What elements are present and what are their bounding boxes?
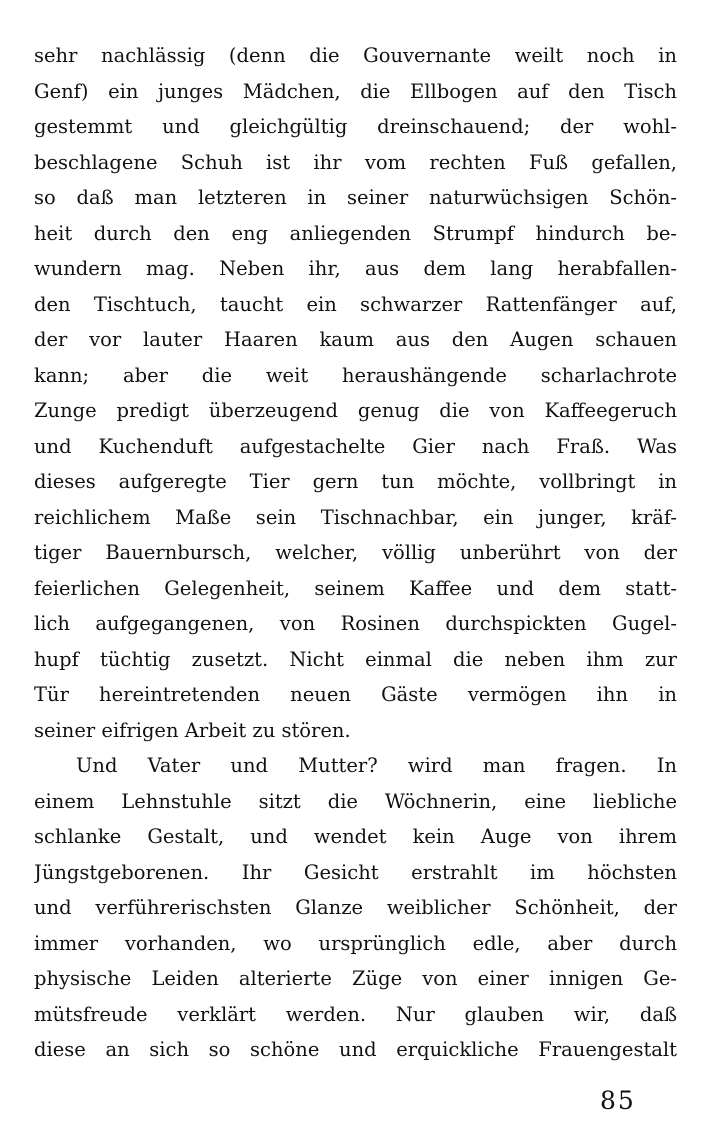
text-line: diese an sich so schöne und erquickliche Frauengestalt	[34, 1038, 677, 1061]
text-line: wundern mag. Neben ihr, aus dem lang herabfallen-	[34, 257, 677, 280]
text-line: physische Leiden alterierte Züge von einer innigen Ge-	[34, 967, 677, 990]
text-line: und Kuchenduft aufgestachelte Gier nach Fraß. Was	[34, 434, 677, 458]
text-line: Und Vater und Mutter? wird man fragen. In	[76, 754, 677, 777]
text-line: Tür hereintretenden neuen Gäste vermögen ihn in	[34, 683, 677, 706]
text-line: schlanke Gestalt, und wendet kein Auge von ihrem	[34, 825, 677, 848]
text-line: heit durch den eng anliegenden Strumpf hindurch be-	[34, 221, 677, 245]
text-line: beschlagene Schuh ist ihr vom rechten Fuß gefallen,	[34, 150, 677, 174]
text-line: hupf tüchtig zusetzt. Nicht einmal die neben ihm zur	[34, 647, 677, 671]
page-number: 85	[600, 1086, 636, 1115]
text-line: Genf) ein junges Mädchen, die Ellbogen auf den Tisch	[34, 79, 677, 103]
text-line: sehr nachlässig (denn die Gouvernante weilt noch in	[34, 44, 677, 67]
paragraph-2	[34, 748, 677, 1068]
text-line: Jüngstgeborenen. Ihr Gesicht erstrahlt im höchsten	[34, 860, 677, 884]
text-line: mütsfreude verklärt werden. Nur glauben wir, daß	[34, 1002, 677, 1026]
text-line: seiner eifrigen Arbeit zu stören.	[34, 718, 351, 742]
text-line: so daß man letzteren in seiner naturwüchsigen Schön-	[34, 186, 677, 209]
text-line: den Tischtuch, taucht ein schwarzer Rattenfänger auf,	[34, 292, 677, 316]
text-line: der vor lauter Haaren kaum aus den Augen schauen	[34, 328, 677, 351]
text-line: gestemmt und gleichgültig dreinschauend; der wohl-	[34, 115, 677, 138]
paragraph-1	[34, 38, 677, 748]
text-line: dieses aufgeregte Tier gern tun möchte, vollbringt in	[34, 470, 677, 493]
text-line: Zunge predigt überzeugend genug die von Kaffeegeruch	[34, 399, 677, 422]
body-text	[34, 38, 677, 1068]
text-line: lich aufgegangenen, von Rosinen durchspickten Gugel-	[34, 612, 677, 635]
text-line: tiger Bauernbursch, welcher, völlig unberührt von der	[34, 541, 677, 564]
text-line: reichlichem Maße sein Tischnachbar, ein junger, kräf-	[34, 505, 677, 529]
text-line: und verführerischsten Glanze weiblicher Schönheit, der	[34, 896, 677, 919]
text-line: kann; aber die weit heraushängende scharlachrote	[34, 363, 677, 387]
text-line: feierlichen Gelegenheit, seinem Kaffee und dem statt-	[34, 576, 677, 600]
text-line: immer vorhanden, wo ursprünglich edle, aber durch	[34, 931, 677, 955]
text-line: einem Lehnstuhle sitzt die Wöchnerin, eine liebliche	[34, 789, 677, 813]
